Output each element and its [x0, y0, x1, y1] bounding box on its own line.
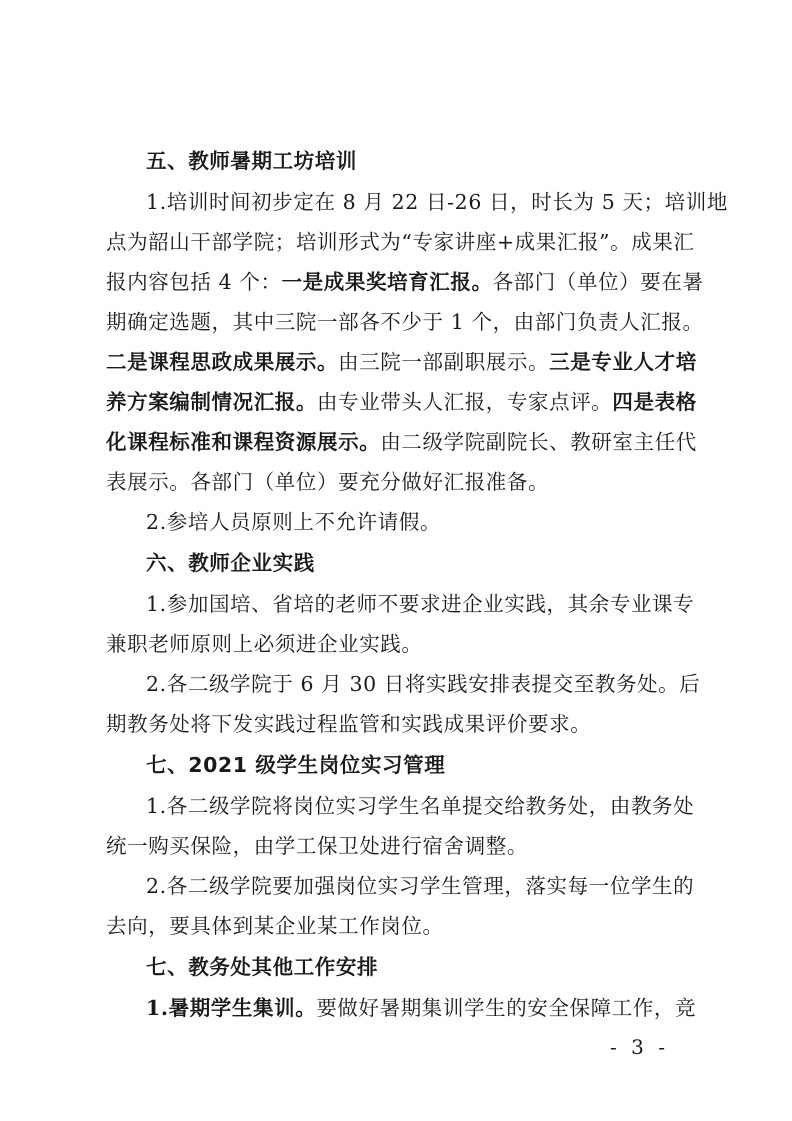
paragraph-line — [106, 268, 704, 296]
paragraph-line — [106, 428, 697, 456]
paragraph-line: 1.各二级学院将岗位实习学生名单提交给教务处，由教务处 — [146, 794, 695, 818]
text-run: 各部门（单位）要在暑 — [492, 270, 704, 294]
text-run: 要做好暑期集训学生的安全保障工作，竞 — [316, 996, 697, 1020]
section-heading-teacher-summer-workshop: 五、教师暑期工坊培训 — [146, 149, 357, 173]
bold-text-run: 1.暑期学生集训。 — [146, 996, 317, 1020]
paragraph-line: 2.各二级学院要加强岗位实习学生管理，落实每一位学生的 — [146, 874, 695, 898]
text-run: 由三院一部副职展示。 — [338, 350, 550, 374]
bold-text-run: 四是表格 — [612, 390, 697, 414]
paragraph-line: 去向，要具体到某企业某工作岗位。 — [106, 914, 444, 938]
text-run: 由专业带头人汇报，专家点评。 — [317, 390, 613, 414]
section-heading-teacher-enterprise-practice: 六、教师企业实践 — [146, 551, 315, 575]
section-heading-other-arrangements: 七、教务处其他工作安排 — [146, 955, 379, 979]
paragraph-line: 期教务处将下发实践过程监管和实践成果评价要求。 — [106, 712, 592, 736]
bold-text-run: 一是成果奖培育汇报。 — [281, 270, 493, 294]
paragraph-line: 统一购买保险，由学工保卫处进行宿舍调整。 — [106, 834, 528, 858]
paragraph-line: 2.参培人员原则上不允许请假。 — [146, 510, 442, 534]
text-run: 由二级学院副院长、教研室主任代 — [380, 430, 697, 454]
paragraph-line: 期确定选题，其中三院一部各不少于 1 个，由部门负责人汇报。 — [106, 310, 704, 334]
paragraph-line — [106, 348, 697, 376]
paragraph-line: 表展示。各部门（单位）要充分做好汇报准备。 — [106, 470, 550, 494]
paragraph-line: 1.参加国培、省培的老师不要求进企业实践，其余专业课专 — [146, 592, 695, 616]
bold-text-run: 养方案编制情况汇报。 — [106, 390, 317, 414]
text-run: 报内容包括 4 个： — [106, 270, 282, 294]
paragraph-line: 兼职老师原则上必须进企业实践。 — [106, 632, 423, 656]
paragraph-line: 点为韶山干部学院；培训形式为“专家讲座+成果汇报”。成果汇 — [106, 230, 695, 254]
paragraph-line — [106, 388, 697, 416]
bold-text-run: 化课程标准和课程资源展示。 — [106, 430, 381, 454]
bold-text-run: 二是课程思政成果展示。 — [106, 350, 339, 374]
page-number: - 3 - — [610, 1035, 669, 1059]
section-heading-student-internship: 七、2021 级学生岗位实习管理 — [146, 753, 446, 777]
paragraph-line — [146, 994, 697, 1022]
paragraph-line: 1.培训时间初步定在 8 月 22 日-26 日，时长为 5 天；培训地 — [146, 190, 728, 214]
bold-text-run: 三是专业人才培 — [549, 350, 697, 374]
paragraph-line: 2.各二级学院于 6 月 30 日将实践安排表提交至教务处。后 — [146, 672, 701, 696]
